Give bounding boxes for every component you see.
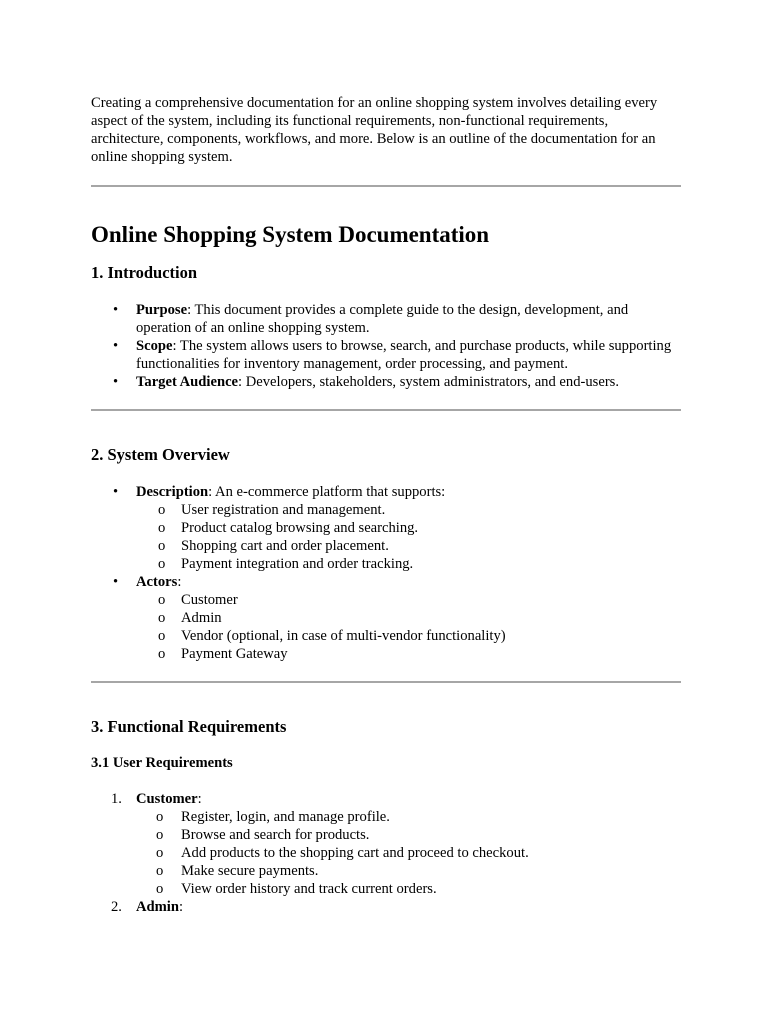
bullet-marker: •: [113, 484, 119, 500]
sub-item-text: Product catalog browsing and searching.: [181, 520, 419, 536]
sub-item-text: Payment integration and order tracking.: [181, 556, 414, 572]
list-item: [91, 898, 681, 916]
sub-marker: o: [156, 863, 164, 879]
sub-list-item: [136, 844, 681, 862]
section-heading-system-overview: 2. System Overview: [91, 445, 230, 464]
sub-item-text: User registration and management.: [181, 502, 386, 518]
bullet-marker: •: [113, 574, 119, 590]
system-overview-list: [91, 483, 681, 663]
sub-list-item: [136, 627, 681, 645]
sub-item-text: Add products to the shopping cart and proceed to checkout.: [181, 845, 529, 861]
term-label: Actors: [136, 574, 178, 590]
sub-marker: o: [156, 881, 164, 897]
sub-list-item: [136, 501, 681, 519]
list-item: [91, 373, 681, 391]
sub-item-text: Admin: [181, 610, 222, 626]
sub-list-item: [136, 826, 681, 844]
sub-item-text: Make secure payments.: [181, 863, 319, 879]
document-title: Online Shopping System Documentation: [91, 222, 490, 247]
subsection-heading-user-requirements: 3.1 User Requirements: [91, 755, 233, 771]
sub-list: [136, 808, 681, 898]
sub-list-item: [136, 880, 681, 898]
section-divider: [91, 681, 681, 683]
sub-marker: o: [158, 520, 166, 536]
sub-item-text: Shopping cart and order placement.: [181, 538, 389, 554]
section-divider: [91, 409, 681, 411]
term-label: Admin: [136, 899, 179, 915]
introduction-list: [91, 301, 681, 391]
bullet-marker: •: [113, 338, 119, 354]
term-label: Target Audience: [136, 374, 239, 390]
sub-item-text: Vendor (optional, in case of multi-vendor functionality): [181, 628, 506, 644]
sub-list-item: [136, 537, 681, 555]
item-text: : An e-commerce platform that supports:: [208, 484, 446, 500]
sub-list-item: [136, 591, 681, 609]
item-text: :: [177, 574, 182, 590]
sub-marker: o: [156, 809, 164, 825]
item-text: :: [178, 899, 184, 915]
sub-marker: o: [156, 845, 164, 861]
sub-item-text: Register, login, and manage profile.: [181, 809, 390, 825]
sub-list-item: [136, 862, 681, 880]
item-text: : This document provides a complete guide to the design, development, and operation of an online shopping system.: [136, 302, 629, 336]
sub-marker: o: [158, 538, 166, 554]
section-divider: [91, 185, 681, 187]
sub-list-item: [136, 645, 681, 663]
sub-marker: o: [158, 628, 166, 644]
sub-marker: o: [156, 827, 164, 843]
number-marker: 2.: [111, 899, 122, 915]
sub-marker: o: [158, 592, 166, 608]
list-item: [91, 337, 681, 373]
sub-item-text: Customer: [181, 592, 238, 608]
sub-marker: o: [158, 610, 166, 626]
sub-item-text: Payment Gateway: [181, 646, 288, 662]
sub-list-item: [136, 609, 681, 627]
sub-marker: o: [158, 502, 166, 518]
section-heading-functional-requirements: 3. Functional Requirements: [91, 717, 287, 736]
term-label: Scope: [136, 338, 173, 354]
bullet-marker: •: [113, 302, 119, 318]
term-label: Purpose: [136, 302, 188, 318]
sub-marker: o: [158, 646, 166, 662]
term-label: Description: [136, 484, 209, 500]
sub-list: [136, 591, 681, 663]
sub-list-item: [136, 808, 681, 826]
section-heading-introduction: 1. Introduction: [91, 263, 198, 282]
term-label: Customer: [136, 791, 198, 807]
number-marker: 1.: [111, 791, 122, 807]
user-requirements-list: [91, 790, 681, 916]
bullet-marker: •: [113, 374, 119, 390]
document-page: [91, 94, 681, 916]
item-text: : The system allows users to browse, search, and purchase products, while supporting functionalities for inventory management, order processing, and payment.: [136, 338, 672, 372]
list-item: [91, 790, 681, 898]
sub-list: [136, 501, 681, 573]
sub-marker: o: [158, 556, 166, 572]
sub-list-item: [136, 519, 681, 537]
intro-paragraph: Creating a comprehensive documentation for an online shopping system involves detailing every aspect of the system, including its functional requirements, non-functional requirements, architecture, components, workflows, and more. Below is an outline of the documentation for an online shopping system.: [91, 95, 658, 165]
sub-list-item: [136, 555, 681, 573]
list-item: [91, 573, 681, 663]
sub-item-text: Browse and search for products.: [181, 827, 370, 843]
list-item: [91, 483, 681, 573]
item-text: : Developers, stakeholders, system administrators, and end-users.: [238, 374, 620, 390]
sub-item-text: View order history and track current orders.: [181, 881, 437, 897]
list-item: [91, 301, 681, 337]
item-text: :: [197, 791, 202, 807]
